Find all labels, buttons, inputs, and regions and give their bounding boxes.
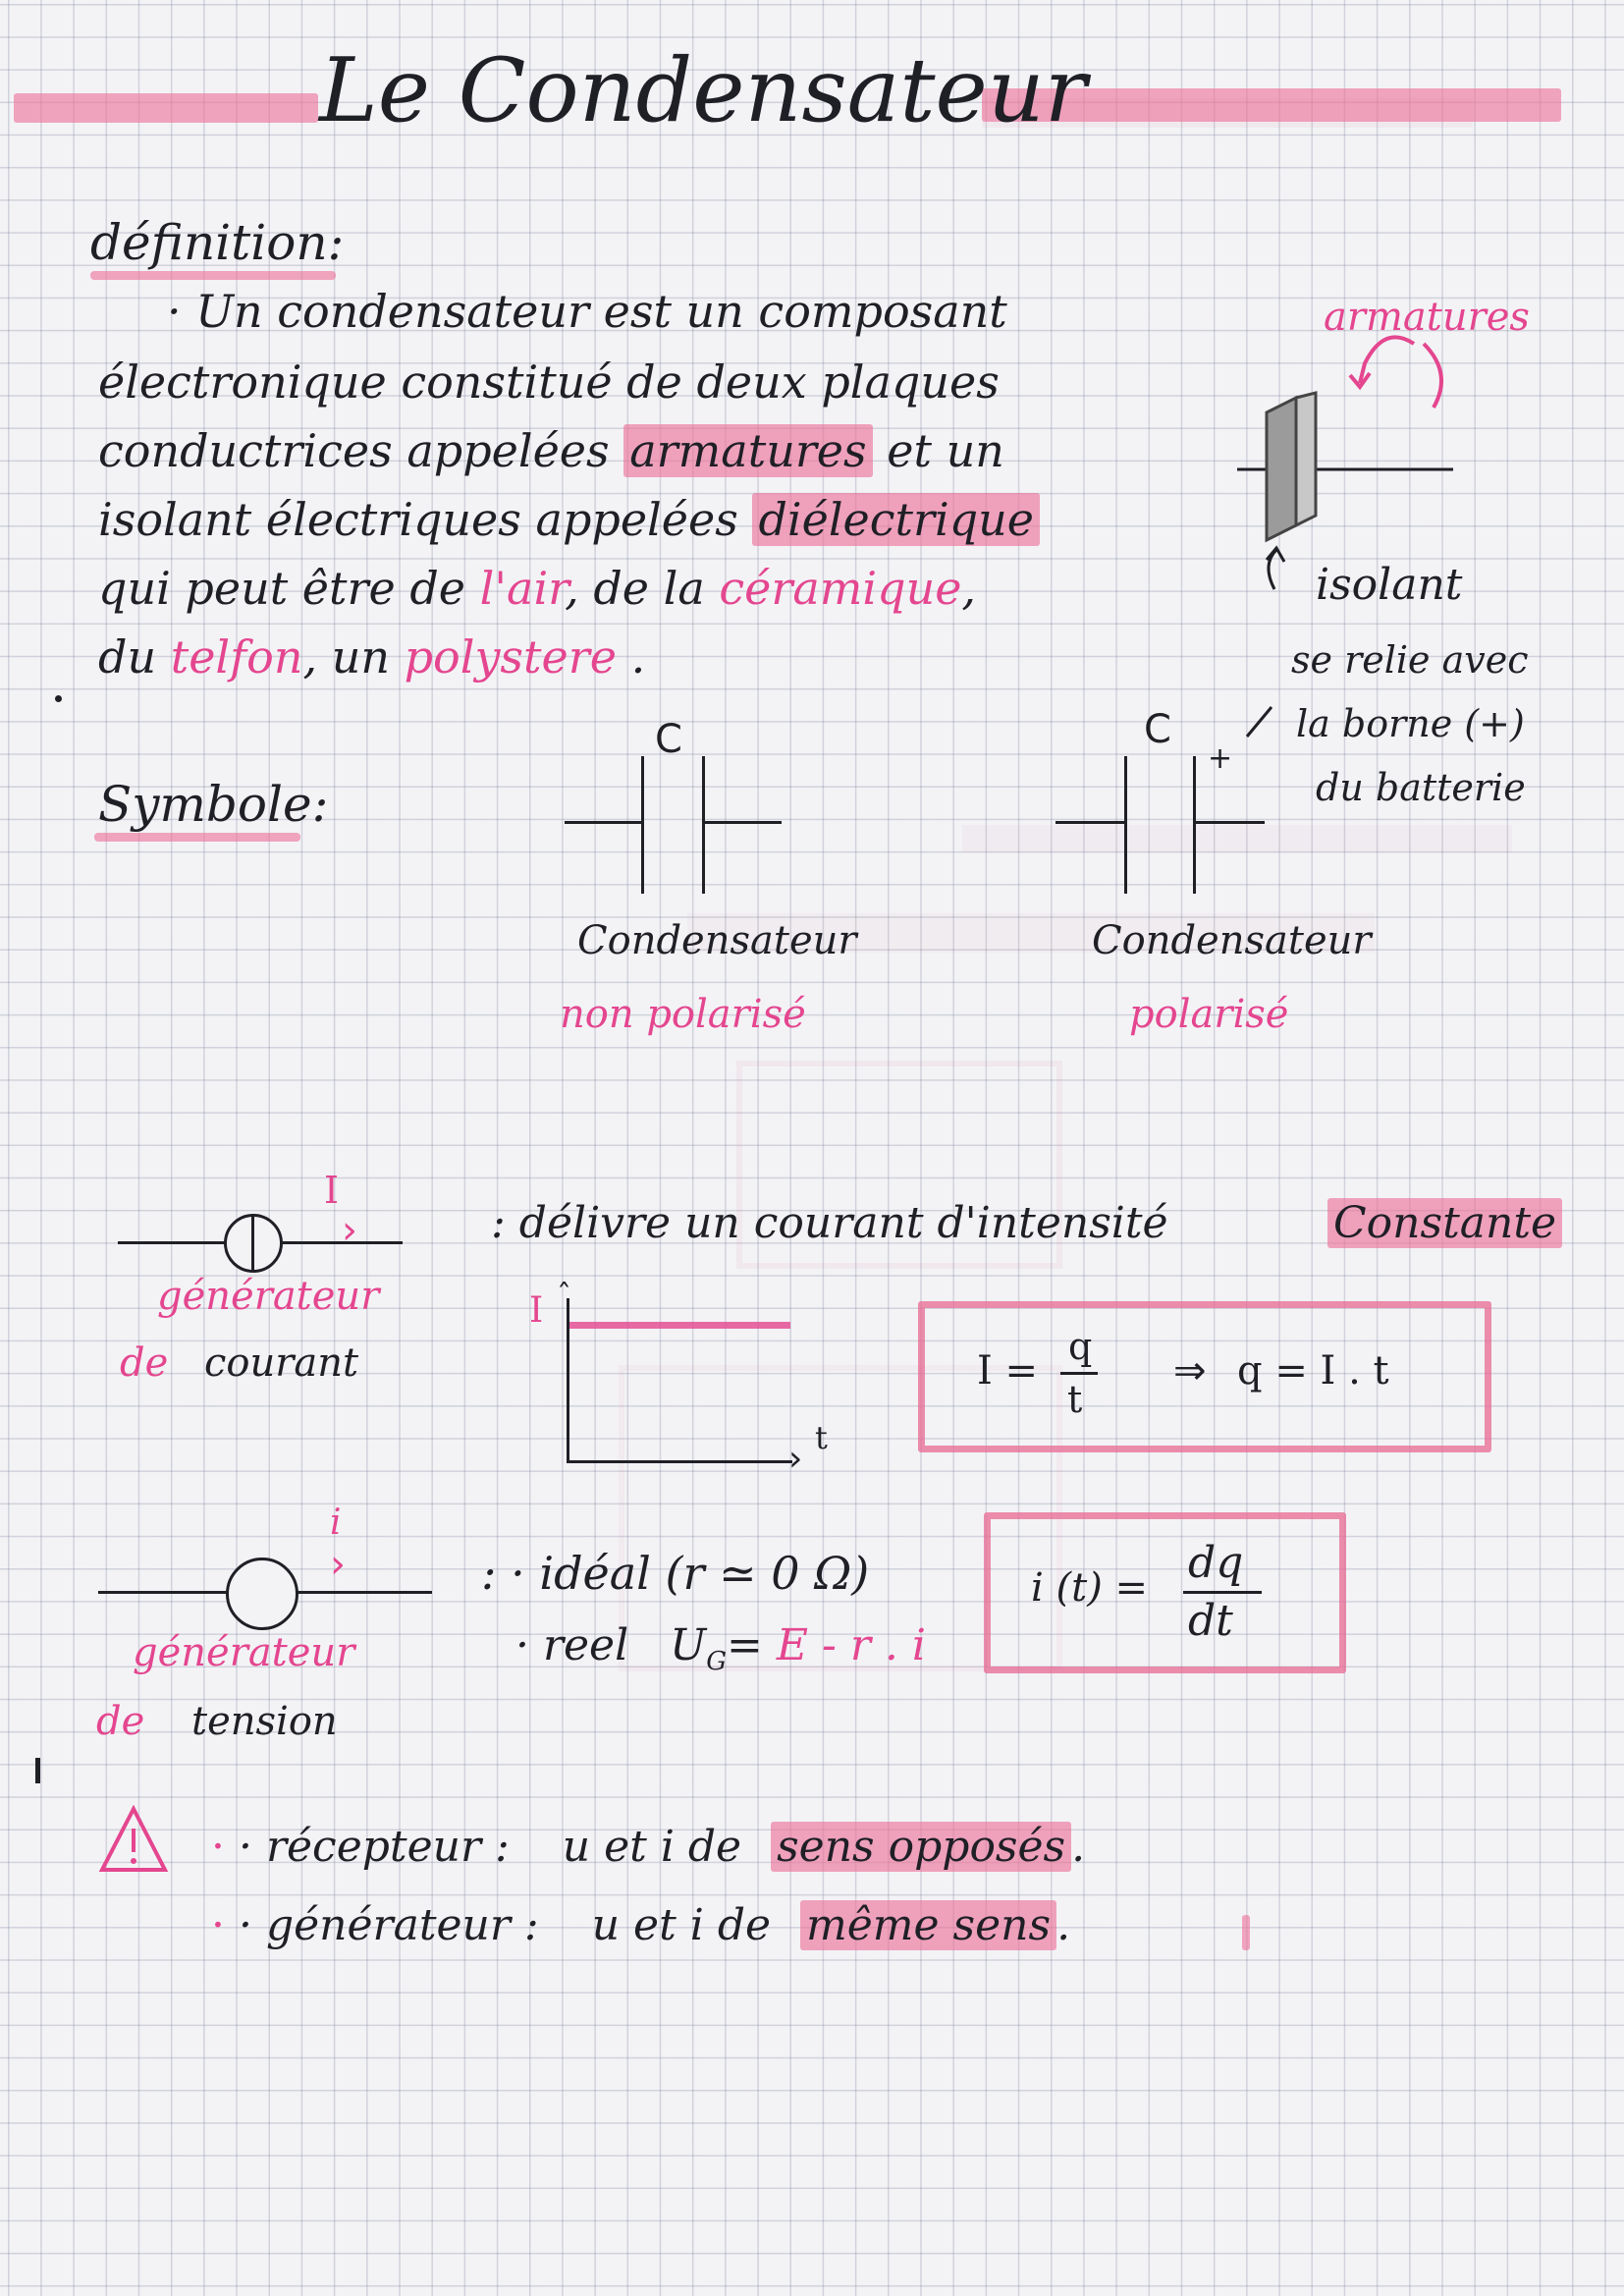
current-desc-highlight: Constante [1327,1198,1562,1248]
voltage-reel [515,1620,926,1676]
current-graph [525,1279,839,1479]
current-generator-symbol [118,1169,412,1267]
symbol-heading-underline [94,833,300,842]
formula-current-num: dq [1188,1538,1244,1588]
title-highlight-left [14,93,318,123]
definition-segment: conductrices appelées [98,424,624,477]
warning-line-2: · · générateur : u et i de même sens . [211,1900,1071,1950]
current-arrow-label: I [324,1169,340,1212]
definition-segment: , de la [565,562,720,615]
definition-segment: céramique [719,562,962,615]
definition-segment: polystere [404,630,617,683]
voltage-reel-eq: = [727,1620,777,1670]
stray-mark [35,1758,40,1783]
voltage-generator-symbol [98,1503,452,1620]
graph-x-arrow: › [788,1439,803,1479]
capacitor-sketch [1168,285,1610,809]
definition-line [167,285,1007,338]
formula-charge [977,1325,1468,1439]
voltage-ideal: : · idéal (r ≃ 0 Ω) [481,1547,870,1600]
non-polarise-subcaption: non polarisé [560,992,806,1037]
warning-mark [1242,1915,1250,1950]
formula-charge-arrow: ⇒ [1173,1348,1207,1394]
graph-y-label: I [529,1290,544,1331]
definition-segment: , [961,562,977,615]
formula-charge-left: I = [977,1348,1039,1394]
voltage-reel-prefix: · reel [515,1620,629,1670]
definition-segment: diélectrique [752,493,1040,546]
voltage-reel-rhs: E - r . i [776,1620,926,1670]
relie-label-2: la borne (+) [1296,702,1525,745]
definition-line [98,493,1040,546]
definition-line [98,424,1004,477]
definition-heading-underline [90,271,336,280]
warning-line1-prefix: · récepteur : [239,1822,510,1872]
graph-x-label: t [815,1419,828,1456]
definition-line [98,562,976,615]
polarise-letter: C [1144,707,1171,752]
voltage-generator-tension: tension [191,1699,338,1744]
isolant-label: isolant [1316,560,1463,610]
armatures-label: armatures [1324,295,1530,340]
page-title: Le Condensateur [319,39,1087,142]
voltage-arrow-icon: › [330,1542,346,1587]
definition-segment: isolant électriques appelées [98,493,753,546]
warning-line-1: · · récepteur : u et i de sens opposés . [211,1822,1086,1872]
warning-line1-highlight: sens opposés [771,1822,1071,1872]
definition-segment: telfon [170,630,303,683]
warning-line1-end: . [1071,1822,1086,1872]
formula-current-den: dt [1188,1596,1233,1646]
symbol-non-polarise [565,707,790,903]
definition-segment: · Un condensateur est un composant [167,285,1007,338]
current-arrow-icon: › [342,1208,357,1253]
voltage-reel-u: U [670,1620,707,1670]
formula-charge-num: q [1068,1325,1093,1368]
definition-heading: définition: [90,214,345,271]
warning-line1-mid: u et i de [562,1822,742,1872]
warning-triangle-icon [98,1805,169,1876]
current-generator-label: générateur [157,1274,380,1319]
definition-segment: du [98,630,171,683]
warning-line2-highlight: même sens [800,1900,1056,1950]
definition-line [98,355,1000,409]
polarise-caption: Condensateur [1092,918,1372,963]
definition-segment: , un [302,630,405,683]
graph-y-arrow: ˆ [557,1279,571,1313]
definition-segment: armatures [623,424,872,477]
non-polarise-caption: Condensateur [577,918,857,963]
graph-constant-line [569,1322,790,1329]
relie-label-1: se relie avec [1291,638,1529,682]
plus-sign: + [1208,741,1233,776]
symbol-polarise [1056,707,1281,903]
voltage-arrow-label: i [330,1503,342,1543]
relie-label-3: du batterie [1316,766,1526,809]
polarise-subcaption: polarisé [1129,992,1289,1037]
definition-segment: qui peut être de [98,562,480,615]
current-desc: : délivre un courant d'intensité [491,1198,1168,1248]
definition-segment: . [616,630,646,683]
warning-line2-mid: u et i de [591,1900,772,1950]
voltage-generator-label: générateur [133,1630,355,1675]
definition-segment: électronique constitué de deux plaques [98,355,1000,409]
capacitor-letter: C [655,717,682,762]
symbol-heading: Symbole: [98,776,329,833]
stray-dot [55,695,62,702]
definition-segment: l'air [479,562,566,615]
formula-charge-right: q = I . t [1237,1348,1389,1394]
voltage-generator-de: de [96,1699,145,1744]
voltage-reel-sub: G [706,1646,728,1676]
definition-line [98,630,645,683]
current-generator-courant: courant [204,1340,359,1386]
warning-line2-prefix: · générateur : [239,1900,539,1950]
current-generator-de: de [120,1340,169,1386]
warning-line2-end: . [1056,1900,1071,1950]
formula-current-left: i (t) = [1031,1565,1149,1611]
formula-current [1031,1538,1326,1660]
definition-segment: et un [872,424,1004,477]
formula-charge-den: t [1067,1378,1083,1421]
